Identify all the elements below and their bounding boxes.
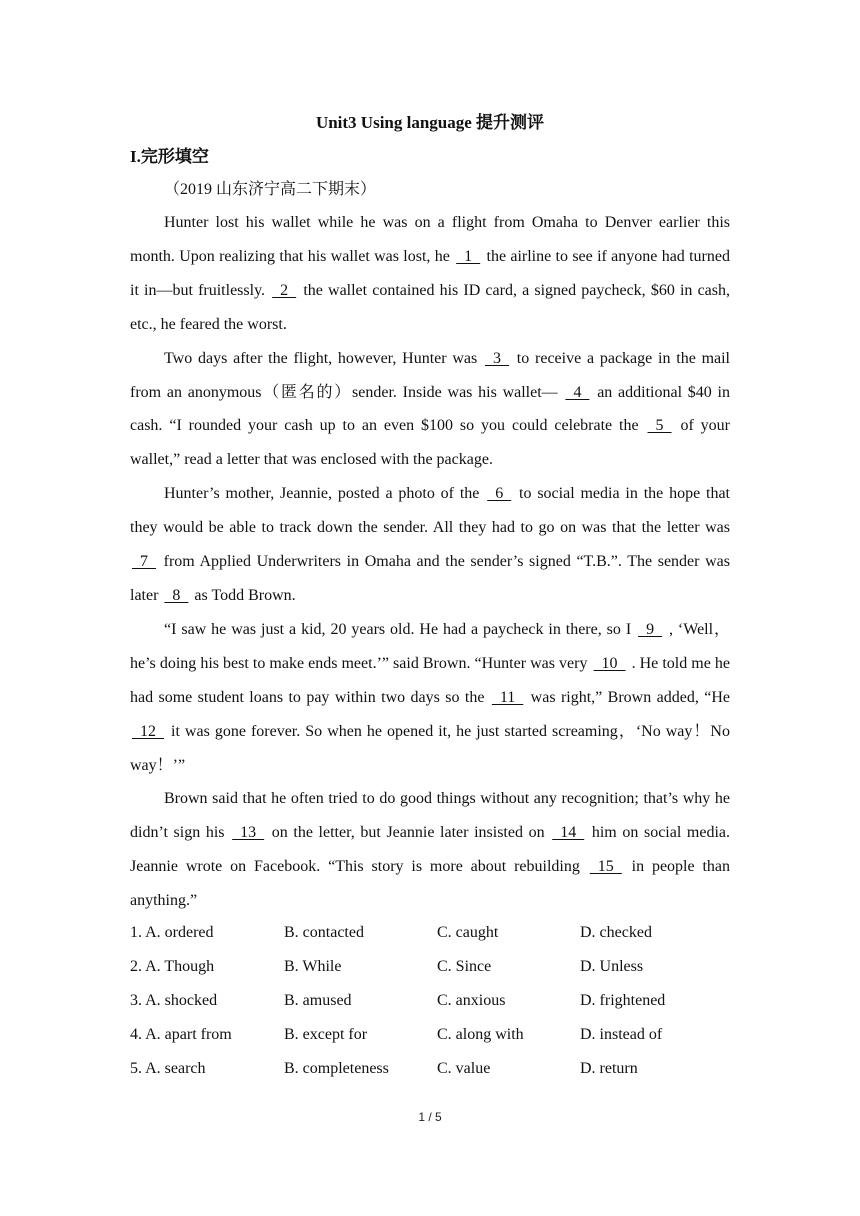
- passage-text: to social media in the hope that they would be able to track down the sender. All they had to go on was that the letter was: [130, 485, 730, 537]
- blank-6: 6: [487, 485, 512, 503]
- option-row: [130, 1052, 750, 1086]
- passage-paragraph: [130, 206, 730, 342]
- option-choice: 3. A. shocked: [130, 991, 218, 1009]
- option-choice: C. along with: [437, 1025, 524, 1043]
- option-choice: B. except for: [284, 1025, 368, 1043]
- passage-text: Hunter’s mother, Jeannie, posted a photo of the: [164, 485, 486, 503]
- blank-5: 5: [647, 417, 672, 435]
- blank-15: 15: [589, 858, 622, 876]
- option-choice: B. contacted: [284, 924, 364, 941]
- blank-4: 4: [565, 383, 590, 401]
- passage-text: to receive a package in the mail from an anonymous（匿名的）sender. Inside was his wallet—: [130, 349, 731, 401]
- page-title: Unit3 Using language 提升测评: [315, 113, 545, 132]
- passage-text: him on social media. Jeannie wrote on Facebook. “This story is more about rebuilding: [130, 824, 730, 876]
- source-note: （2019 山东济宁高二下期末）: [164, 181, 377, 198]
- blank-8: 8: [164, 586, 189, 604]
- passage-text: in people than anything.”: [130, 858, 731, 910]
- blank-13: 13: [232, 824, 265, 842]
- option-row: [130, 916, 750, 950]
- passage-paragraph: [130, 613, 730, 783]
- blank-2: 2: [272, 281, 297, 299]
- blank-12: 12: [132, 722, 164, 740]
- passage-text: from Applied Underwriters in Omaha and the sender’s signed “T.B.”. The sender was later: [130, 553, 730, 604]
- passage-text: Brown said that he often tried to do good things without any recognition; that’s why he didn’t sign his: [130, 790, 730, 842]
- option-choice: 5. A. search: [130, 1059, 206, 1077]
- passage-paragraph: [130, 342, 730, 478]
- option-choice: D. return: [580, 1059, 638, 1077]
- passage-text: . He told me he had some student loans to pay within two days so the: [130, 654, 730, 706]
- option-choice: B. While: [284, 957, 342, 975]
- passage-paragraph: [130, 782, 730, 918]
- option-choice: C. anxious: [437, 991, 506, 1009]
- passage-text: of your wallet,” read a letter that was enclosed with the package.: [130, 417, 731, 469]
- option-row: [130, 984, 750, 1018]
- passage-text: the wallet contained his ID card, a signed paycheck, $60 in cash, etc., he feared the worst.: [130, 281, 730, 333]
- passage-text: the airline to see if anyone had turned it in—but fruitlessly.: [130, 247, 730, 299]
- passage-text: , ‘Well，he’s doing his best to make ends meet.’” said Brown. “Hunter was very: [130, 620, 730, 672]
- blank-10: 10: [593, 654, 626, 672]
- blank-11: 11: [491, 688, 524, 706]
- passage-text: Hunter lost his wallet while he was on a flight from Omaha to Denver earlier this month. Upon realizing that his wallet was lost, he: [130, 214, 730, 265]
- passage-text: Two days after the flight, however, Hunter was: [164, 349, 484, 367]
- option-row: [130, 1018, 750, 1052]
- answer-options: [130, 916, 750, 1085]
- option-choice: D. Unless: [580, 957, 644, 975]
- option-choice: 4. A. apart from: [130, 1025, 232, 1043]
- passage-text: an additional $40 in cash. “I rounded your cash up to an even $100 so you could celebrate the: [130, 383, 730, 435]
- passage-text: as Todd Brown.: [190, 586, 296, 604]
- blank-14: 14: [552, 824, 585, 842]
- passage-text: “I saw he was just a kid, 20 years old. He had a paycheck in there, so I: [164, 620, 637, 638]
- blank-1: 1: [456, 247, 481, 265]
- page-number: 1 / 5: [418, 1110, 442, 1124]
- option-choice: C. caught: [437, 924, 499, 941]
- passage-text: was right,” Brown added, “He: [525, 688, 731, 706]
- option-choice: 2. A. Though: [130, 957, 215, 975]
- blank-7: 7: [132, 553, 156, 571]
- option-choice: D. frightened: [580, 991, 666, 1009]
- passage-text: it was gone forever. So when he opened it, he just started screaming，‘No way！No way！’”: [130, 722, 730, 774]
- blank-3: 3: [485, 349, 510, 367]
- cloze-passage: [130, 206, 730, 918]
- section-heading: I.完形填空: [130, 147, 209, 166]
- passage-text: on the letter, but Jeannie later insisted on: [266, 824, 551, 842]
- option-choice: B. completeness: [284, 1059, 389, 1077]
- option-choice: 1. A. ordered: [130, 924, 214, 941]
- option-choice: D. checked: [580, 924, 652, 941]
- option-choice: D. instead of: [580, 1025, 663, 1043]
- blank-9: 9: [638, 620, 663, 638]
- option-choice: B. amused: [284, 991, 352, 1009]
- passage-paragraph: [130, 477, 730, 613]
- option-choice: C. value: [437, 1059, 491, 1077]
- option-row: [130, 950, 750, 984]
- option-choice: C. Since: [437, 957, 492, 975]
